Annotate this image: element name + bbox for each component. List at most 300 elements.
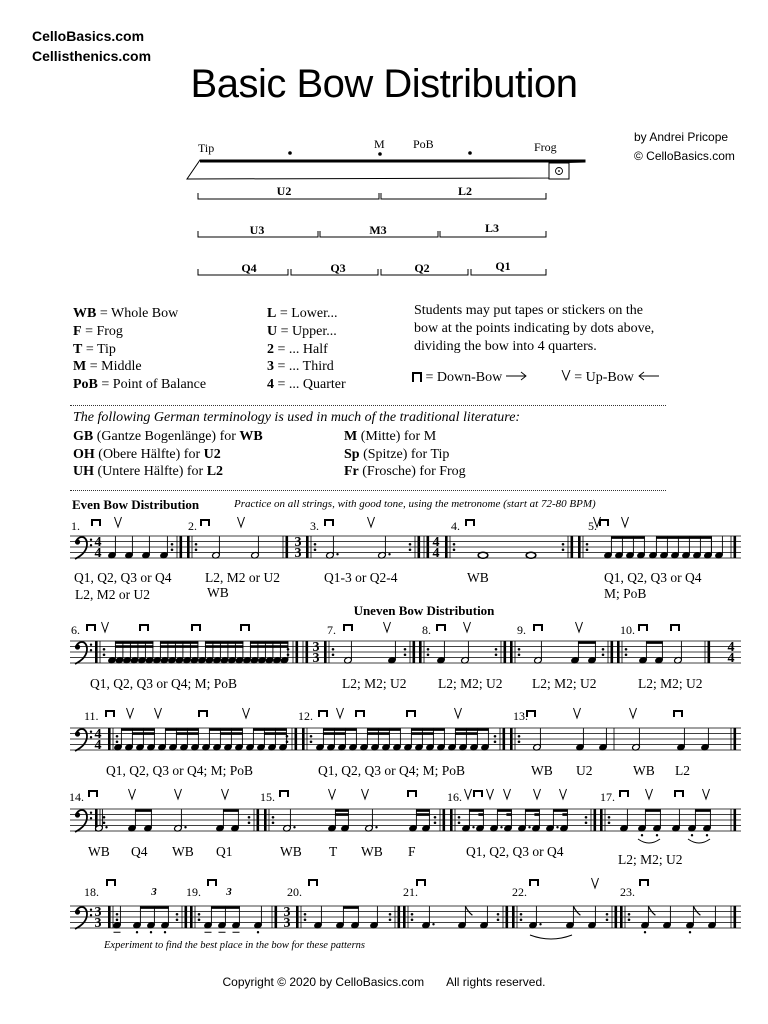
down-bow-icon <box>280 791 288 797</box>
down-bow-icon <box>87 625 95 631</box>
beam <box>455 728 489 731</box>
barline <box>185 906 188 928</box>
barline <box>578 536 581 558</box>
caption: Q1, Q2, Q3 or Q4; M; PoB <box>106 763 254 778</box>
note <box>279 728 288 751</box>
down-bow-icon <box>466 520 474 526</box>
note <box>344 641 353 664</box>
time-signature: 4 <box>727 651 735 666</box>
triplet-mark: 3 <box>226 886 232 898</box>
bass-clef-icon <box>75 537 92 559</box>
exercise-number: 21. <box>403 885 418 899</box>
legend-item: U = Upper... <box>267 323 337 339</box>
slur <box>530 935 572 939</box>
repeat-dot <box>518 648 521 651</box>
up-bow-label: = Up-Bow <box>574 370 634 385</box>
barline <box>620 906 623 928</box>
note <box>360 728 369 751</box>
german-item: UH (Untere Hälfte) for L2 <box>73 464 224 479</box>
note <box>327 728 336 751</box>
barline <box>296 641 299 663</box>
beam <box>323 728 357 731</box>
repeat-dot <box>314 543 317 546</box>
barline <box>504 641 507 663</box>
beam <box>656 536 712 539</box>
barline <box>95 641 98 663</box>
caption: Q1-3 or Q2-4 <box>324 570 398 585</box>
note <box>108 536 117 559</box>
bass-clef-icon <box>75 642 92 664</box>
barline <box>600 809 603 831</box>
german-item: M (Mitte) for M <box>344 429 437 444</box>
down-bow-icon <box>92 520 100 526</box>
note <box>246 728 255 751</box>
up-bow-icon <box>646 789 653 799</box>
note <box>671 536 680 559</box>
exercise-number: 10. <box>620 623 635 637</box>
up-bow-icon <box>576 622 583 632</box>
caption: L2; M2; U2 <box>532 676 597 691</box>
barline <box>427 536 430 558</box>
repeat-dot <box>103 653 106 656</box>
repeat-dot <box>409 548 412 551</box>
note <box>258 641 267 664</box>
repeat-dot <box>427 648 430 651</box>
time-signature: 3 <box>283 905 291 920</box>
website-cellobasics: CelloBasics.com <box>32 28 145 44</box>
barline <box>275 906 278 928</box>
down-bow-icon <box>527 711 535 717</box>
repeat-dot <box>458 821 461 824</box>
note <box>382 728 391 751</box>
barline <box>419 641 422 663</box>
note <box>459 728 468 751</box>
barline <box>295 728 298 750</box>
repeat-dot <box>606 913 609 916</box>
note <box>328 809 337 832</box>
legend-item: WB = Whole Bow <box>73 306 179 321</box>
note <box>599 728 608 751</box>
down-bow-icon <box>640 880 648 886</box>
up-bow-icon <box>487 789 494 799</box>
up-bow-icon <box>222 789 229 799</box>
barline <box>734 536 737 558</box>
note <box>142 536 151 559</box>
barline <box>615 906 618 928</box>
footer <box>0 975 768 989</box>
exercise-number: 9. <box>517 623 526 637</box>
up-bow-icon <box>175 789 182 799</box>
exercise-number: 11. <box>84 709 99 723</box>
note <box>448 728 457 751</box>
barline <box>734 906 737 928</box>
repeat-dot <box>453 548 456 551</box>
down-bow-icon <box>325 520 333 526</box>
down-bow-icon <box>530 880 538 886</box>
time-signature: 3 <box>294 546 302 561</box>
note <box>316 728 325 751</box>
repeat-dot <box>332 648 335 651</box>
barline <box>264 809 267 831</box>
note <box>686 906 701 933</box>
note <box>422 809 431 832</box>
repeat-dot <box>497 918 500 921</box>
german-item: OH (Obere Hälfte) for U2 <box>73 446 221 462</box>
repeat-dot <box>411 918 414 921</box>
note <box>571 641 580 664</box>
repeat-dot <box>518 735 521 738</box>
note <box>160 536 169 559</box>
caption: Q1, Q2, Q3 or Q4 <box>74 570 172 585</box>
caption: L2 <box>675 763 690 778</box>
note <box>257 728 266 751</box>
down-bow-label: = Down-Bow <box>425 370 503 385</box>
repeat-dot <box>628 918 631 921</box>
up-bow-icon <box>465 789 472 799</box>
note <box>235 728 244 751</box>
beam <box>121 728 155 731</box>
note <box>409 809 418 832</box>
repeat-dot <box>389 918 392 921</box>
note <box>529 906 542 929</box>
tape-note: Students may put tapes or stickers on the bow at the points indicating by dots above, dividing the bow into 4 quarters. <box>414 303 655 354</box>
beam <box>455 732 478 735</box>
note <box>641 906 656 933</box>
note <box>404 728 413 751</box>
repeat-dot <box>171 548 174 551</box>
beam <box>562 813 567 816</box>
note <box>458 906 473 929</box>
note <box>437 641 446 664</box>
repeat-dot <box>608 816 611 819</box>
time-signature: 4 <box>94 738 102 753</box>
up-bow-icon <box>115 517 122 527</box>
caption: WB <box>467 570 489 585</box>
barline <box>450 809 453 831</box>
exercise-number: 18. <box>84 885 99 899</box>
note <box>147 728 156 751</box>
beam <box>411 732 434 735</box>
note <box>336 906 345 929</box>
down-bow-icon <box>356 711 364 717</box>
note <box>677 728 686 751</box>
repeat-dot <box>495 648 498 651</box>
note <box>663 906 672 929</box>
repeat-dot <box>248 816 251 819</box>
note <box>213 728 222 751</box>
note <box>653 809 662 836</box>
repeat-dot <box>176 918 179 921</box>
note <box>388 641 397 664</box>
barline <box>398 906 401 928</box>
repeat-dot <box>116 735 119 738</box>
german-intro: The following German terminology is used in much of the traditional literature: <box>73 410 521 425</box>
up-bow-icon <box>574 708 581 718</box>
note <box>660 536 669 559</box>
note <box>216 809 225 832</box>
note <box>378 536 391 559</box>
time-signature: 4 <box>94 546 102 561</box>
legend-item: 2 = ... Half <box>267 341 328 357</box>
caption: WB <box>361 844 383 859</box>
down-bow-icon <box>309 880 317 886</box>
note <box>198 641 207 664</box>
note <box>518 809 531 832</box>
legend-item: T = Tip <box>73 341 116 357</box>
beam <box>343 906 359 909</box>
even-distribution-title: Even Bow Distribution <box>72 497 200 512</box>
beam <box>367 732 390 735</box>
page-title: Basic Bow Distribution <box>190 62 578 106</box>
exercise-number: 2. <box>188 519 197 533</box>
note <box>349 728 358 751</box>
beam <box>211 906 240 909</box>
beam <box>335 813 349 816</box>
repeat-dot <box>562 548 565 551</box>
repeat-dot <box>411 913 414 916</box>
caption: Q1, Q2, Q3 or Q4; M; PoB <box>90 676 238 691</box>
barline <box>506 906 509 928</box>
slur <box>638 839 660 843</box>
label-l3: L3 <box>484 221 500 235</box>
note <box>169 728 178 751</box>
caption: WB <box>172 844 194 859</box>
note <box>243 641 252 664</box>
caption: F <box>408 844 416 859</box>
note <box>145 641 154 664</box>
repeat-dot <box>586 548 589 551</box>
up-bow-icon <box>243 708 250 718</box>
repeat-dot <box>495 653 498 656</box>
note <box>161 906 170 933</box>
barline <box>708 641 711 663</box>
note <box>701 728 710 751</box>
exercise-number: 5. <box>588 519 597 533</box>
note <box>461 641 470 664</box>
exercise-number: 16. <box>447 790 462 804</box>
down-bow-icon <box>408 791 416 797</box>
caption: Q1, Q2, Q3 or Q4; M; PoB <box>318 763 466 778</box>
down-bow-icon <box>319 711 327 717</box>
repeat-dot <box>458 816 461 819</box>
repeat-dot <box>310 735 313 738</box>
beam <box>367 728 401 731</box>
beam <box>411 728 445 731</box>
beam <box>250 645 288 648</box>
note <box>437 728 446 751</box>
note <box>160 641 169 664</box>
note <box>576 728 585 751</box>
beam <box>135 809 152 812</box>
practice-note: Practice on all strings, with good tone, using the metronome (start at 72-80 BPM) <box>234 498 596 510</box>
note <box>220 641 229 664</box>
beam <box>553 809 568 812</box>
legend-item: M = Middle <box>73 359 142 375</box>
down-bow-icon <box>474 791 482 797</box>
repeat-dot <box>304 918 307 921</box>
repeat-dot <box>427 653 430 656</box>
note <box>365 809 378 832</box>
repeat-dot <box>586 543 589 546</box>
note <box>341 809 350 832</box>
note <box>273 641 282 664</box>
beam <box>416 813 430 816</box>
barline <box>571 536 574 558</box>
up-bow-icon <box>127 708 134 718</box>
barline <box>296 906 299 928</box>
note <box>224 728 233 751</box>
beam <box>611 536 645 539</box>
note <box>703 809 712 836</box>
caption: L2; M2; U2 <box>618 852 683 867</box>
time-signature: 3 <box>94 905 102 920</box>
note <box>235 641 244 664</box>
up-bow-icon <box>592 878 599 888</box>
legend-item: 4 = ... Quarter <box>267 377 346 393</box>
repeat-dot <box>103 821 106 824</box>
barline <box>403 906 406 928</box>
repeat-dot <box>198 918 201 921</box>
repeat-dot <box>195 548 198 551</box>
repeat-dot <box>497 913 500 916</box>
bass-clef-icon <box>75 729 92 751</box>
down-bow-icon <box>241 625 249 631</box>
barline <box>302 728 305 750</box>
note <box>588 641 597 664</box>
repeat-dot <box>453 543 456 546</box>
note <box>314 906 323 929</box>
caption: L2, M2 or U2 <box>205 570 280 585</box>
bow-label-m: M <box>374 137 385 151</box>
repeat-dot <box>195 543 198 546</box>
note <box>158 728 167 751</box>
note <box>604 536 613 559</box>
repeat-dot <box>310 740 313 743</box>
down-bow-icon <box>192 625 200 631</box>
down-bow-icon <box>407 711 415 717</box>
caption: Q4 <box>131 844 148 859</box>
note <box>175 641 184 664</box>
repeat-dot <box>116 918 119 921</box>
repeat-dot <box>314 548 317 551</box>
note <box>351 906 360 929</box>
note <box>638 809 647 836</box>
note <box>615 536 624 559</box>
repeat-dot <box>116 740 119 743</box>
caption: L2; M2; U2 <box>342 676 407 691</box>
repeat-dot <box>404 653 407 656</box>
legend-item: F = Frog <box>73 323 123 339</box>
note <box>202 728 211 751</box>
time-signature: 3 <box>94 916 102 931</box>
note <box>708 906 717 929</box>
note <box>174 809 187 832</box>
beam <box>160 645 198 648</box>
beam <box>160 641 198 644</box>
barline <box>510 641 513 663</box>
time-signature: 3 <box>294 535 302 550</box>
beam <box>223 809 239 812</box>
exercise-number: 20. <box>287 885 302 899</box>
caption: WB <box>280 844 302 859</box>
repeat-dot <box>272 816 275 819</box>
up-bow-icon <box>368 517 375 527</box>
caption: Q1, Q2, Q3 or Q4 <box>466 844 564 859</box>
down-bow-icon <box>106 711 114 717</box>
footer-copyright: Copyright © 2020 by CelloBasics.com <box>222 975 425 989</box>
repeat-dot <box>404 648 407 651</box>
exercise-number: 14. <box>69 790 84 804</box>
repeat-dot <box>434 821 437 824</box>
repeat-dot <box>304 913 307 916</box>
bow-label-frog: Frog <box>534 140 557 154</box>
barline <box>187 536 190 558</box>
note <box>371 728 380 751</box>
exercise-number: 1. <box>71 519 80 533</box>
time-signature: 4 <box>94 727 102 742</box>
barline <box>512 906 515 928</box>
label-q4: Q4 <box>241 261 257 275</box>
barline <box>734 728 737 750</box>
barline <box>594 809 597 831</box>
beam <box>646 641 663 644</box>
repeat-dot <box>585 816 588 819</box>
note <box>504 809 513 832</box>
note <box>476 809 485 832</box>
exercise-number: 7. <box>327 623 336 637</box>
note <box>620 809 629 832</box>
repeat-dot <box>520 913 523 916</box>
down-bow-icon <box>639 625 647 631</box>
down-bow-icon <box>600 520 608 526</box>
barline <box>443 809 446 831</box>
beam <box>115 641 153 644</box>
bow-label-pob: PoB <box>413 137 434 151</box>
note <box>626 536 635 559</box>
down-bow-icon <box>674 711 682 717</box>
barline <box>418 536 421 558</box>
repeat-dot <box>434 816 437 819</box>
note <box>637 536 646 559</box>
up-bow-icon <box>155 708 162 718</box>
beam <box>323 732 346 735</box>
note <box>130 641 139 664</box>
note <box>191 728 200 751</box>
note <box>265 641 274 664</box>
barline <box>734 809 737 831</box>
beam <box>335 809 349 812</box>
note <box>228 641 237 664</box>
repeat-dot <box>409 543 412 546</box>
beam <box>469 809 484 812</box>
note <box>128 809 137 832</box>
beam <box>140 906 169 909</box>
german-item: GB (Gantze Bogenlänge) for WB <box>73 429 263 444</box>
beam <box>220 732 243 735</box>
beam <box>209 728 243 731</box>
legend-item: 3 = ... Third <box>267 359 334 375</box>
down-bow-icon <box>675 791 683 797</box>
note <box>231 809 240 832</box>
down-bow-icon <box>417 880 425 886</box>
time-signature: 4 <box>432 535 440 550</box>
caption: WB <box>633 763 655 778</box>
note <box>632 728 641 751</box>
note <box>462 809 475 832</box>
down-bow-icon <box>671 625 679 631</box>
beam <box>695 809 711 812</box>
note <box>693 536 702 559</box>
